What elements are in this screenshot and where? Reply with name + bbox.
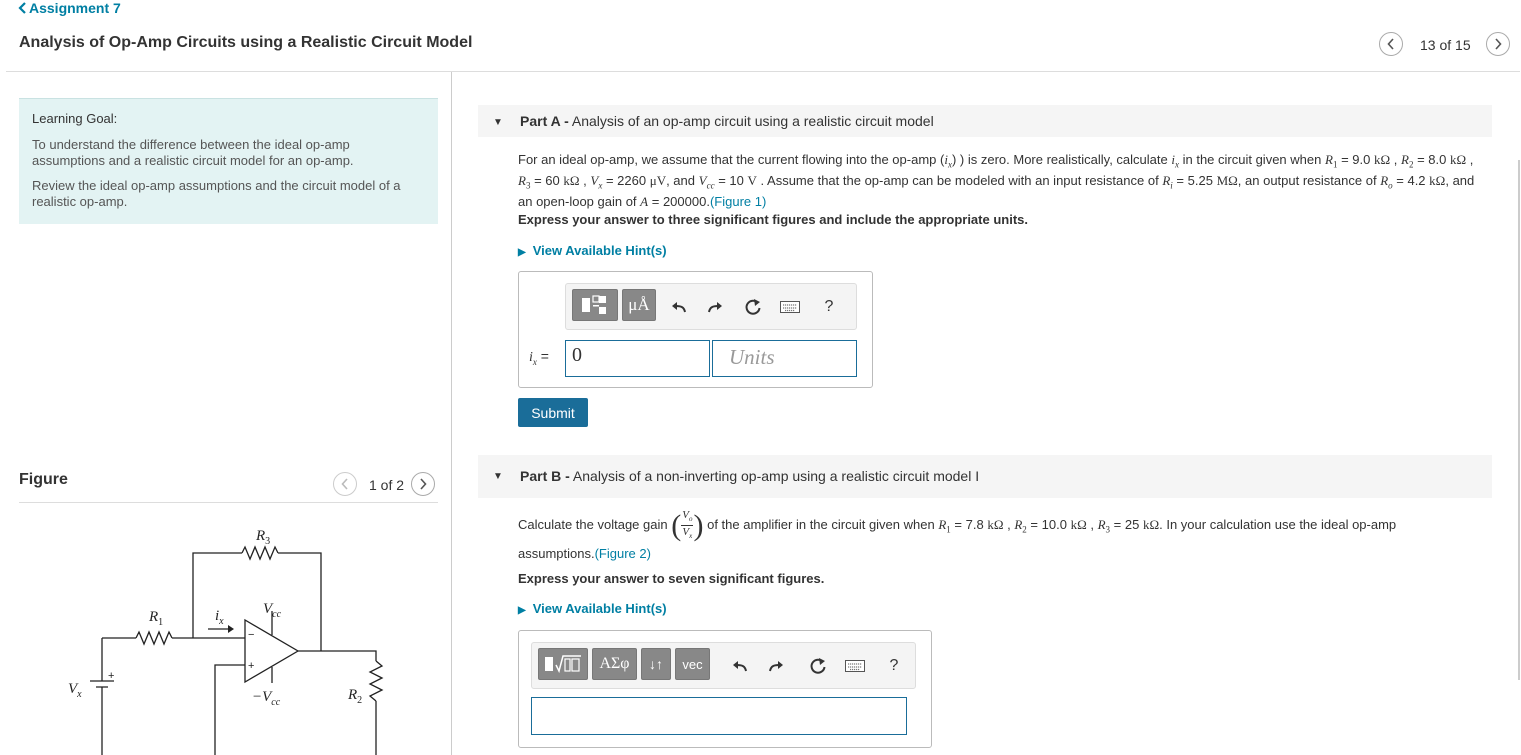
noninverting-input-sign: + bbox=[248, 660, 255, 672]
r2-subscript: 2 bbox=[357, 695, 363, 706]
part-a-instruction: Express your answer to three significant figures and include the appropriate units. bbox=[518, 212, 1028, 227]
expand-triangle-icon: ▶ bbox=[518, 247, 526, 258]
learning-goal-text-1: To understand the difference between the ideal op-amp assumptions and a realistic circuit model for an op-amp. bbox=[32, 137, 354, 168]
sqrt-template-icon bbox=[543, 653, 583, 675]
template-button[interactable] bbox=[538, 648, 588, 680]
svg-text:R2 bbox=[347, 687, 362, 706]
part-b-prefix: Part B - bbox=[520, 468, 570, 484]
learning-goal-text-2: Review the ideal op-amp assumptions and the circuit model of a realistic op-amp. bbox=[32, 178, 401, 209]
r1-label: R bbox=[149, 609, 159, 625]
item-pager: 13 of 15 bbox=[1420, 37, 1471, 53]
r3-label: R bbox=[256, 528, 266, 544]
chevron-left-icon bbox=[1387, 38, 1395, 50]
resistor-r2 bbox=[370, 661, 382, 701]
scrollbar[interactable] bbox=[1518, 160, 1520, 680]
vector-button[interactable]: vec bbox=[675, 648, 710, 680]
learning-goal-title: Learning Goal: bbox=[32, 111, 118, 126]
collapse-triangle-icon: ▼ bbox=[493, 471, 503, 482]
redo-icon[interactable] bbox=[705, 297, 725, 317]
vx-label: V bbox=[68, 681, 78, 697]
r3-subscript: 3 bbox=[265, 536, 271, 547]
ix-subscript: x bbox=[219, 616, 224, 627]
part-b-header[interactable] bbox=[478, 455, 1492, 498]
column-divider bbox=[451, 72, 452, 755]
back-link-label: Assignment 7 bbox=[29, 0, 121, 16]
part-a-hint-link[interactable]: ▶ View Available Hint(s) bbox=[518, 243, 667, 258]
units-button[interactable]: μÅ bbox=[622, 289, 656, 321]
greek-button[interactable]: ΑΣφ bbox=[592, 648, 637, 680]
units-input[interactable]: Units bbox=[712, 340, 857, 377]
figure-next-button[interactable] bbox=[411, 472, 435, 496]
gain-answer-input[interactable] bbox=[531, 697, 907, 735]
ix-label: i bbox=[215, 608, 220, 624]
next-item-button[interactable] bbox=[1486, 32, 1510, 56]
source-plus-sign: + bbox=[108, 670, 115, 682]
chevron-left-icon bbox=[18, 2, 27, 14]
help-icon[interactable]: ? bbox=[824, 298, 834, 315]
page-title: Analysis of Op-Amp Circuits using a Realistic Circuit Model bbox=[19, 34, 473, 51]
vcc-subscript: cc bbox=[272, 609, 282, 620]
figure-counter: 1 of 2 bbox=[369, 477, 405, 493]
collapse-triangle-icon: ▼ bbox=[493, 117, 503, 128]
vcc-label: V bbox=[263, 601, 273, 617]
expand-triangle-icon: ▶ bbox=[518, 605, 526, 616]
part-b-toolbar bbox=[531, 642, 916, 689]
chevron-left-icon bbox=[341, 478, 349, 490]
part-b-hint-link[interactable]: ▶ View Available Hint(s) bbox=[518, 601, 667, 616]
keyboard-icon[interactable] bbox=[780, 297, 800, 317]
reset-icon[interactable] bbox=[743, 297, 763, 317]
template-button[interactable] bbox=[572, 289, 618, 321]
redo-icon[interactable] bbox=[766, 656, 786, 676]
value-input[interactable]: 0 bbox=[565, 340, 710, 377]
circuit-diagram bbox=[60, 515, 390, 755]
reset-icon[interactable] bbox=[808, 656, 828, 676]
part-a-toolbar bbox=[565, 283, 857, 330]
help-icon[interactable]: ? bbox=[889, 657, 899, 674]
part-b-answer-box bbox=[518, 630, 932, 748]
sort-button[interactable]: ↓↑ bbox=[641, 648, 671, 680]
back-to-assignment-link[interactable] bbox=[18, 0, 121, 16]
keyboard-icon[interactable] bbox=[845, 656, 865, 676]
learning-goal-box bbox=[19, 98, 438, 224]
part-a-question: For an ideal op-amp, we assume that the current flowing into the op-amp $(i_x)$ ) is zero. More realistically, calculate $i_x$ in the circuit given when $R_1 = 9.0$ kΩ , $R_2 = 8.0$ kΩ , $R_3 = 60$ kΩ , $V_x = 2260$ μV, and $V_{cc} = 10$ V . Assume that the op-amp can be modeled with an input resistance of $R_i = 5.25$ MΩ, an output resistance of $R_o = 4.2$ kΩ, and an open-loop gain of A = 200000.(Figure 1) bbox=[518, 152, 1475, 210]
svg-text:ix bbox=[215, 608, 224, 627]
previous-item-button[interactable] bbox=[1379, 32, 1403, 56]
ix-input-label: $i_x$ = bbox=[529, 348, 549, 367]
svg-text:R3 bbox=[255, 528, 270, 547]
submit-button[interactable]: Submit bbox=[518, 398, 588, 427]
svg-text:Vx bbox=[68, 681, 82, 700]
header-divider bbox=[6, 71, 1520, 72]
r2-label: R bbox=[348, 687, 358, 703]
part-b-question: Calculate the voltage gain ( $\frac{V_o}{V_x}$ ) of the amplifier in the circuit given when $R_1 = 7.8$ kΩ , $R_2 = 10.0$ kΩ , $R_3 = 25$ kΩ. In your calculation use the ideal op-amp assumptions.(Figure 2) bbox=[518, 508, 1397, 562]
undo-icon[interactable] bbox=[669, 297, 689, 317]
figure-2-link[interactable]: (Figure 2) bbox=[594, 546, 651, 562]
resistor-r3 bbox=[242, 547, 278, 559]
neg-vcc-label: −V bbox=[252, 689, 272, 705]
vx-subscript: x bbox=[77, 689, 82, 700]
figure-previous-button[interactable] bbox=[333, 472, 357, 496]
fraction-template-icon bbox=[580, 294, 610, 316]
figure-divider bbox=[19, 502, 438, 503]
svg-text:R1 bbox=[148, 609, 163, 628]
r1-subscript: 1 bbox=[158, 617, 164, 628]
resistor-r1 bbox=[136, 632, 172, 644]
undo-icon[interactable] bbox=[730, 656, 750, 676]
inverting-input-sign: − bbox=[248, 629, 255, 641]
figure-1-link[interactable]: (Figure 1) bbox=[709, 194, 767, 210]
svg-text:Vcc bbox=[263, 601, 282, 620]
part-a-header[interactable] bbox=[478, 105, 1492, 137]
neg-vcc-subscript: cc bbox=[271, 697, 281, 708]
part-a-title: Analysis of an op-amp circuit using a realistic circuit model bbox=[571, 113, 934, 129]
chevron-right-icon bbox=[1494, 38, 1502, 50]
figure-title: Figure bbox=[19, 471, 68, 488]
part-a-answer-box bbox=[518, 271, 873, 388]
part-b-instruction: Express your answer to seven significant figures. bbox=[518, 571, 825, 586]
svg-text:−Vcc bbox=[252, 689, 281, 708]
chevron-right-icon bbox=[419, 478, 427, 490]
part-b-title: Analysis of a non-inverting op-amp using a realistic circuit model I bbox=[572, 468, 980, 484]
part-a-prefix: Part A - bbox=[520, 113, 569, 129]
